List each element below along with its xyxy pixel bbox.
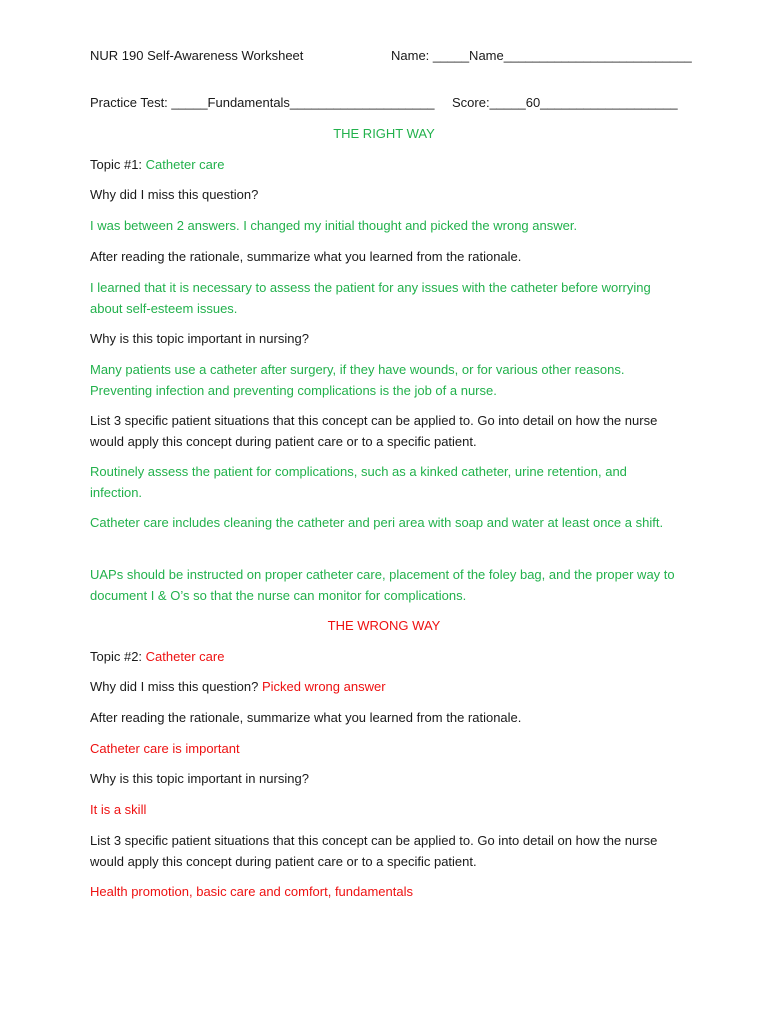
right-way-heading: THE RIGHT WAY	[333, 126, 435, 141]
wrong-answer-4: Health promotion, basic care and comfort, fundamentals	[90, 884, 414, 899]
right-answer-3: Many patients use a catheter after surgery, if they have wounds, or for various other reasons. Preventing infection and preventing complications is the job of a nurse.	[90, 362, 625, 398]
right-answer-2: I learned that it is necessary to assess the patient for any issues with the catheter before worrying about self-esteem issues.	[90, 280, 651, 316]
wrong-answer-2: Catheter care is important	[90, 741, 240, 756]
topic-2-label: Topic #2:	[90, 649, 146, 664]
wrong-answer-1: Picked wrong answer	[261, 679, 386, 694]
wrong-answer-3: It is a skill	[90, 802, 147, 817]
topic-2-value: Catheter care	[145, 649, 225, 664]
wrong-question-2: After reading the rationale, summarize what you learned from the rationale.	[90, 710, 522, 725]
right-question-3: Why is this topic important in nursing?	[90, 331, 309, 346]
wrong-question-1-text: Why did I miss this question?	[90, 679, 262, 694]
practice-test-line: Practice Test: _____Fundamentals____________________	[90, 95, 435, 110]
right-answer-4-1: Routinely assess the patient for complications, such as a kinked catheter, urine retention, and infection.	[90, 464, 627, 500]
right-answer-4-2: Catheter care includes cleaning the catheter and peri area with soap and water at least once a shift.	[90, 515, 664, 530]
right-answer-4-3: UAPs should be instructed on proper catheter care, placement of the foley bag, and the proper way to document I & O’s so that the nurse can monitor for complications.	[90, 567, 675, 603]
wrong-way-heading: THE WRONG WAY	[327, 618, 441, 633]
right-question-1: Why did I miss this question?	[90, 187, 259, 202]
right-question-4: List 3 specific patient situations that this concept can be applied to. Go into detail on how the nurse would apply this concept during patient care or to a specific patient.	[90, 413, 658, 449]
right-answer-1: I was between 2 answers. I changed my initial thought and picked the wrong answer.	[90, 218, 578, 233]
score-line: Score:_____60___________________	[452, 95, 678, 110]
wrong-question-3: Why is this topic important in nursing?	[90, 771, 309, 786]
topic-1-label: Topic #1:	[90, 157, 146, 172]
topic-1-value: Catheter care	[145, 157, 225, 172]
worksheet-title: NUR 190 Self-Awareness Worksheet	[90, 48, 304, 63]
wrong-question-1	[90, 679, 386, 695]
topic-2	[90, 649, 224, 665]
name-field-line: Name: _____Name__________________________	[391, 48, 692, 63]
wrong-question-4: List 3 specific patient situations that this concept can be applied to. Go into detail on how the nurse would apply this concept during patient care or to a specific patient.	[90, 833, 658, 869]
right-question-2: After reading the rationale, summarize what you learned from the rationale.	[90, 249, 522, 264]
topic-1	[90, 157, 224, 173]
